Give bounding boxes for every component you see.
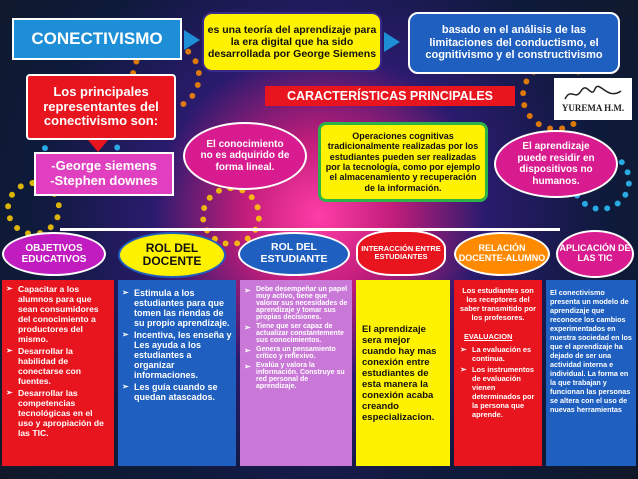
column-relacion [454,280,542,466]
list-item: ➢ La evaluación es continua. [472,345,538,363]
tic-text: El conectivismo presenta un modelo de aprendizaje que reconoce los cambios experimentados en nuestra sociedad en los que el aprendizaje ha dejado de ser una actividad interna e individual. La forma en la que trabajan y funcionan las personas se altera con el uso de nuevas herramientas [550,288,632,414]
author-logo [554,78,632,120]
operations-box: Operaciones cognitivas tradicionalmente realizadas por los estudiantes pueden ser realizadas por la tecnología, como por ejemplo el almacenamiento y recuperación de la información. [318,122,488,202]
list-item: ➢ Estimula a los estudiantes para que tomen las riendas de su propio aprendizaje. [134,288,232,328]
arrow-right [184,30,200,50]
representatives-list: -George siemens -Stephen downes [34,152,174,196]
list-item: ➢ Tiene que ser capaz de actualizar constantemente sus conocimientos. [256,323,348,344]
list-item: ➢ Desarrollar la habilidad de conectarse con fuentes. [18,346,110,386]
header-relacion: RELACIÓN DOCENTE-ALUMNO [454,232,550,276]
based-box: basado en el análisis de las limitaciones del conductismo, el cognitivismo y el constructivismo [408,12,620,74]
column-interaccion [356,280,450,466]
logo-text: YUREMA H.M. [561,102,625,113]
list-item: ➢ Debe desempeñar un papel muy activo, tiene que valorar sus necesidades de aprendizaje y tomar sus propias decisiones. [256,286,348,321]
signature-icon [563,85,623,103]
list-item: ➢ Capacitar a los alumnos para que sean consumidores del conocimiento a productores del mismo. [18,284,110,344]
column-objetivos [2,280,114,466]
header-rol-docente: ROL DEL DOCENTE [118,232,226,278]
list-item: ➢ Genera un pensamiento crítico y reflexivo. [256,346,348,360]
header-tic: APLICACIÓN DE LAS TIC [556,230,634,278]
learning-oval: El aprendizaje puede residir en dispositivos no humanos. [494,130,618,198]
theory-box: es una teoría del aprendizaje para la era digital que ha sido desarrollada por George Siemens [202,12,382,72]
column-rol-docente [118,280,236,466]
list-item: ➢ Desarrollar las competencias tecnológicas en el uso y apropiación de las TIC. [18,388,110,438]
column-tic [546,280,636,466]
main-title: CONECTIVISMO [12,18,182,60]
list-item: ➢ Les guía cuando se quedan atascados. [134,382,232,402]
arrow-down [88,140,108,152]
connector-line [60,228,560,231]
representatives-title: Los principales representantes del conectivismo son: [26,74,176,140]
characteristics-title: CARACTERÍSTICAS PRINCIPALES [265,86,515,106]
evaluacion-heading: EVALUACION [464,332,513,341]
column-rol-estudiante [240,280,352,466]
knowledge-oval: El conocimiento no es adquirido de forma lineal. [183,122,307,190]
list-item: ➢ Incentiva, les enseña y Les ayuda a los estudiantes a organizar informaciones. [134,330,232,380]
list-item: ➢ Los instrumentos de evaluación vienen determinados por la persona que aprende. [472,365,538,419]
relacion-intro: Los estudiantes son los receptores del saber transmitido por los profesores. [460,286,536,322]
arrow-right [384,32,400,52]
list-item: ➢ Evalúa y valora la información. Construye su red personal de aprendizaje. [256,362,348,390]
interaccion-text: El aprendizaje sera mejor cuando hay mas conexión entre estudiantes de esta manera la conexión acaba creando especializacion. [362,323,437,423]
header-interaccion: INTERACCIÓN ENTRE ESTUDIANTES [356,230,446,276]
header-objetivos: OBJETIVOS EDUCATIVOS [2,232,106,276]
header-rol-estudiante: ROL DEL ESTUDIANTE [238,232,350,276]
